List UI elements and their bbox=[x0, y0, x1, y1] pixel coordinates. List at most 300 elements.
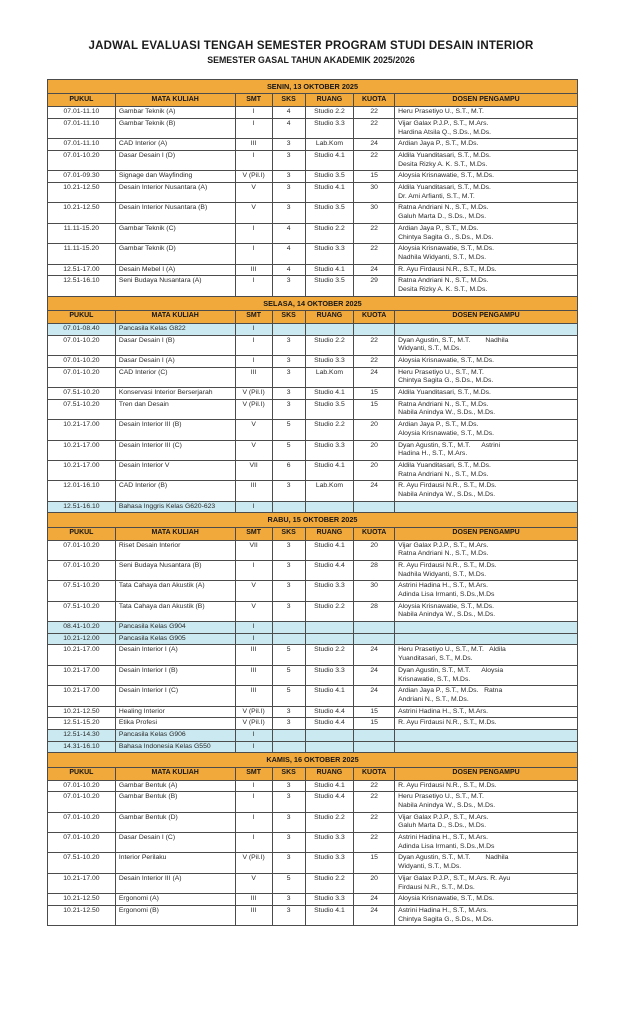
sks-cell bbox=[272, 741, 305, 753]
dosen-line: R. Ayu Firdausi N.R., S.T., M.Ds. bbox=[398, 781, 497, 789]
smt-cell: I bbox=[235, 323, 272, 335]
smt-cell: III bbox=[235, 139, 272, 151]
mata-kuliah-cell: Pancasila Kelas G822 bbox=[115, 323, 235, 335]
dosen-line: Ratna Andriani N., S.T., M.Ds. bbox=[398, 400, 489, 408]
sks-cell: 3 bbox=[272, 183, 305, 203]
day-header-label: SELASA, 14 OKTOBER 2025 bbox=[48, 296, 578, 310]
kuota-cell: 24 bbox=[354, 905, 395, 925]
pukul-cell: 10.21-12.50 bbox=[48, 894, 116, 906]
dosen-line: Ratna Andriani N., S.T., M.Ds. bbox=[398, 470, 489, 478]
mata-kuliah-cell: Desain Interior I (B) bbox=[115, 665, 235, 685]
kuota-cell bbox=[354, 501, 395, 513]
dosen-line: Firdausi N.R., S.T., M.Ds. bbox=[398, 883, 475, 891]
column-header: PUKUL bbox=[48, 94, 116, 107]
sks-cell: 3 bbox=[272, 792, 305, 812]
ruang-cell: Studio 4.1 bbox=[305, 264, 354, 276]
dosen-line: Adinda Lisa Irmanti, S.Ds.,M.Ds bbox=[398, 591, 495, 599]
sks-cell: 3 bbox=[272, 780, 305, 792]
pukul-cell: 12.51-16.10 bbox=[48, 501, 116, 513]
schedule-row bbox=[48, 501, 578, 513]
dosen-line: Aldila Yuanditasari, S.T., M.Ds. bbox=[398, 184, 491, 192]
schedule-row bbox=[48, 244, 578, 264]
smt-cell: I bbox=[235, 107, 272, 119]
dosen-cell bbox=[395, 323, 578, 335]
dosen-cell bbox=[395, 151, 578, 171]
kuota-cell: 15 bbox=[354, 399, 395, 419]
pukul-cell: 10.21-12.50 bbox=[48, 183, 116, 203]
pukul-cell: 07.01-10.20 bbox=[48, 335, 116, 355]
dosen-line: Widyanti, S.T., M.Ds. bbox=[398, 863, 462, 871]
ruang-cell: Studio 2.2 bbox=[305, 645, 354, 665]
day-header-row-2 bbox=[48, 513, 578, 527]
mata-kuliah-cell: Dasar Desain I (A) bbox=[115, 356, 235, 368]
kuota-cell: 15 bbox=[354, 171, 395, 183]
sks-cell: 3 bbox=[272, 276, 305, 296]
sks-cell: 3 bbox=[272, 356, 305, 368]
mata-kuliah-cell: Pancasila Kelas G904 bbox=[115, 622, 235, 634]
schedule-row bbox=[48, 706, 578, 718]
schedule-row bbox=[48, 151, 578, 171]
ruang-cell: Studio 4.1 bbox=[305, 151, 354, 171]
dosen-line: Andriani N., S.T., M.Ds. bbox=[398, 695, 469, 703]
pukul-cell: 12.51-15.20 bbox=[48, 718, 116, 730]
dosen-cell bbox=[395, 560, 578, 580]
dosen-line: Nabila Anindya W., S.Ds., M.Ds. bbox=[398, 409, 496, 417]
ruang-cell: Studio 2.2 bbox=[305, 107, 354, 119]
kuota-cell: 24 bbox=[354, 686, 395, 706]
dosen-line: Ardian Jaya P., S.T., M.Ds. bbox=[398, 140, 479, 148]
schedule-row bbox=[48, 323, 578, 335]
smt-cell: V (Pil.I) bbox=[235, 171, 272, 183]
mata-kuliah-cell: Dasar Desain I (C) bbox=[115, 833, 235, 853]
day-header-row-0 bbox=[48, 80, 578, 94]
schedule-row bbox=[48, 560, 578, 580]
smt-cell: V bbox=[235, 601, 272, 621]
pukul-cell: 07.01-10.20 bbox=[48, 540, 116, 560]
dosen-line: Nadhila Widyanti, S.T., M.Ds. bbox=[398, 570, 487, 578]
smt-cell: VII bbox=[235, 460, 272, 480]
pukul-cell: 10.21-17.00 bbox=[48, 665, 116, 685]
sks-cell: 3 bbox=[272, 388, 305, 400]
dosen-line: Ratna Andriani N., S.T., M.Ds. bbox=[398, 550, 489, 558]
pukul-cell: 10.21-12.00 bbox=[48, 633, 116, 645]
schedule-row bbox=[48, 718, 578, 730]
sks-cell: 5 bbox=[272, 440, 305, 460]
schedule-row bbox=[48, 203, 578, 223]
dosen-line: Aloysia Krisnawatie, S.T., M.Ds. bbox=[398, 357, 495, 364]
dosen-line: Chintya Sagita G., S.Ds., M.Ds. bbox=[398, 233, 494, 241]
smt-cell: I bbox=[235, 223, 272, 243]
dosen-line: Heru Prasetiyo U., S.T., M.T. bbox=[398, 793, 484, 801]
dosen-line: Heru Prasetiyo U., S.T., M.T. Aldila bbox=[398, 646, 506, 654]
dosen-line: Dr. Ami Arfianti, S.T., M.T. bbox=[398, 192, 475, 200]
smt-cell: V bbox=[235, 440, 272, 460]
sks-cell: 3 bbox=[272, 718, 305, 730]
dosen-line: Vijar Galax P.J.P., S.T., M.Ars. bbox=[398, 813, 489, 821]
dosen-line: Aloysia Krisnawatie, S.T., M.Ds. bbox=[398, 429, 495, 437]
sks-cell: 3 bbox=[272, 151, 305, 171]
pukul-cell: 12.01-16.10 bbox=[48, 481, 116, 501]
ruang-cell: Studio 4.4 bbox=[305, 706, 354, 718]
sks-cell: 3 bbox=[272, 540, 305, 560]
kuota-cell: 30 bbox=[354, 203, 395, 223]
schedule-row bbox=[48, 335, 578, 355]
mata-kuliah-cell: Desain Interior I (A) bbox=[115, 645, 235, 665]
ruang-cell: Studio 4.1 bbox=[305, 460, 354, 480]
dosen-cell bbox=[395, 356, 578, 368]
kuota-cell: 24 bbox=[354, 139, 395, 151]
dosen-cell bbox=[395, 107, 578, 119]
dosen-line: Widyanti, S.T., M.Ds. bbox=[398, 345, 462, 353]
dosen-line: Vijar Galax P.J.P., S.T., M.Ars. R. Ayu bbox=[398, 874, 511, 882]
dosen-line: Aldila Yuanditasari, S.T., M.Ds. bbox=[398, 461, 491, 469]
kuota-cell bbox=[354, 633, 395, 645]
pukul-cell: 07.51-10.20 bbox=[48, 399, 116, 419]
smt-cell: III bbox=[235, 894, 272, 906]
dosen-line: R. Ayu Firdausi N.R., S.T., M.Ds. bbox=[398, 482, 497, 490]
pukul-cell: 07.51-10.20 bbox=[48, 388, 116, 400]
column-header: DOSEN PENGAMPU bbox=[395, 310, 578, 323]
kuota-cell: 20 bbox=[354, 420, 395, 440]
schedule-row bbox=[48, 139, 578, 151]
schedule-row bbox=[48, 399, 578, 419]
ruang-cell: Studio 3.3 bbox=[305, 440, 354, 460]
dosen-cell bbox=[395, 706, 578, 718]
smt-cell: III bbox=[235, 645, 272, 665]
dosen-line: Vijar Galax P.J.P., S.T., M.Ars. bbox=[398, 119, 489, 127]
column-header: PUKUL bbox=[48, 310, 116, 323]
dosen-cell bbox=[395, 183, 578, 203]
sks-cell: 5 bbox=[272, 645, 305, 665]
mata-kuliah-cell: Gambar Teknik (A) bbox=[115, 107, 235, 119]
dosen-cell bbox=[395, 812, 578, 832]
sks-cell: 3 bbox=[272, 335, 305, 355]
mata-kuliah-cell: Tata Cahaya dan Akustik (B) bbox=[115, 601, 235, 621]
ruang-cell: Studio 2.2 bbox=[305, 601, 354, 621]
column-header: KUOTA bbox=[354, 310, 395, 323]
schedule-row bbox=[48, 276, 578, 296]
kuota-cell: 24 bbox=[354, 264, 395, 276]
sks-cell bbox=[272, 622, 305, 634]
column-header: SMT bbox=[235, 527, 272, 540]
mata-kuliah-cell: Gambar Teknik (D) bbox=[115, 244, 235, 264]
kuota-cell: 15 bbox=[354, 706, 395, 718]
pukul-cell: 07.01-10.20 bbox=[48, 356, 116, 368]
smt-cell: I bbox=[235, 792, 272, 812]
dosen-line: Ratna Andriani N., S.T., M.Ds. bbox=[398, 204, 489, 212]
kuota-cell: 20 bbox=[354, 873, 395, 893]
pukul-cell: 07.01-10.20 bbox=[48, 780, 116, 792]
schedule-row bbox=[48, 633, 578, 645]
dosen-cell bbox=[395, 873, 578, 893]
sks-cell: 3 bbox=[272, 812, 305, 832]
pukul-cell: 11.11-15.20 bbox=[48, 223, 116, 243]
smt-cell: I bbox=[235, 356, 272, 368]
ruang-cell: Studio 3.3 bbox=[305, 118, 354, 138]
mata-kuliah-cell: Desain Interior Nusantara (A) bbox=[115, 183, 235, 203]
dosen-line: Galuh Marta D., S.Ds., M.Ds. bbox=[398, 822, 487, 830]
ruang-cell bbox=[305, 323, 354, 335]
dosen-cell bbox=[395, 264, 578, 276]
column-header: KUOTA bbox=[354, 767, 395, 780]
mata-kuliah-cell: Gambar Teknik (B) bbox=[115, 118, 235, 138]
kuota-cell: 22 bbox=[354, 833, 395, 853]
column-header: DOSEN PENGAMPU bbox=[395, 94, 578, 107]
mata-kuliah-cell: Desain Interior Nusantara (B) bbox=[115, 203, 235, 223]
mata-kuliah-cell: CAD Interior (C) bbox=[115, 367, 235, 387]
ruang-cell: Studio 3.5 bbox=[305, 203, 354, 223]
ruang-cell: Studio 3.5 bbox=[305, 399, 354, 419]
ruang-cell: Studio 4.1 bbox=[305, 540, 354, 560]
dosen-cell bbox=[395, 367, 578, 387]
ruang-cell: Studio 4.4 bbox=[305, 560, 354, 580]
column-header: PUKUL bbox=[48, 767, 116, 780]
dosen-cell bbox=[395, 792, 578, 812]
mata-kuliah-cell: Ergonomi (B) bbox=[115, 905, 235, 925]
pukul-cell: 07.01-09.30 bbox=[48, 171, 116, 183]
smt-cell: V (Pil.I) bbox=[235, 853, 272, 873]
kuota-cell: 22 bbox=[354, 151, 395, 171]
ruang-cell: Lab.Kom bbox=[305, 139, 354, 151]
pukul-cell: 10.21-17.00 bbox=[48, 645, 116, 665]
mata-kuliah-cell: Pancasila Kelas G906 bbox=[115, 729, 235, 741]
mata-kuliah-cell: Seni Budaya Nusantara (A) bbox=[115, 276, 235, 296]
schedule-row bbox=[48, 223, 578, 243]
dosen-line: Aloysia Krisnawatie, S.T., M.Ds. bbox=[398, 245, 495, 253]
ruang-cell: Studio 4.4 bbox=[305, 792, 354, 812]
dosen-cell bbox=[395, 388, 578, 400]
kuota-cell: 29 bbox=[354, 276, 395, 296]
pukul-cell: 07.51-10.20 bbox=[48, 601, 116, 621]
dosen-cell bbox=[395, 853, 578, 873]
kuota-cell: 15 bbox=[354, 718, 395, 730]
mata-kuliah-cell: Desain Interior I (C) bbox=[115, 686, 235, 706]
dosen-cell bbox=[395, 665, 578, 685]
smt-cell: V bbox=[235, 203, 272, 223]
schedule-row bbox=[48, 812, 578, 832]
kuota-cell: 28 bbox=[354, 601, 395, 621]
sks-cell: 3 bbox=[272, 833, 305, 853]
sks-cell: 3 bbox=[272, 171, 305, 183]
smt-cell: I bbox=[235, 780, 272, 792]
smt-cell: V (Pil.I) bbox=[235, 718, 272, 730]
smt-cell: I bbox=[235, 118, 272, 138]
ruang-cell: Studio 4.1 bbox=[305, 905, 354, 925]
kuota-cell: 22 bbox=[354, 244, 395, 264]
sks-cell: 3 bbox=[272, 601, 305, 621]
mata-kuliah-cell: Desain Mebel I (A) bbox=[115, 264, 235, 276]
dosen-line: R. Ayu Firdausi N.R., S.T., M.Ds. bbox=[398, 265, 497, 273]
column-header: SKS bbox=[272, 310, 305, 323]
column-header-row-2 bbox=[48, 527, 578, 540]
ruang-cell: Studio 4.1 bbox=[305, 183, 354, 203]
mata-kuliah-cell: Seni Budaya Nusantara (B) bbox=[115, 560, 235, 580]
schedule-row bbox=[48, 853, 578, 873]
dosen-line: Dyan Agustin, S.T., M.T. Nadhila bbox=[398, 336, 509, 344]
ruang-cell: Studio 3.3 bbox=[305, 356, 354, 368]
schedule-row bbox=[48, 171, 578, 183]
sks-cell: 3 bbox=[272, 894, 305, 906]
day-header-row-3 bbox=[48, 753, 578, 767]
mata-kuliah-cell: Interior Perilaku bbox=[115, 853, 235, 873]
dosen-cell bbox=[395, 622, 578, 634]
column-header: SMT bbox=[235, 94, 272, 107]
pukul-cell: 07.01-11.10 bbox=[48, 107, 116, 119]
dosen-cell bbox=[395, 118, 578, 138]
mata-kuliah-cell: Bahasa Inggris Kelas G620-623 bbox=[115, 501, 235, 513]
dosen-line: Aldila Yuanditasari, S.T., M.Ds. bbox=[398, 152, 491, 160]
sks-cell: 5 bbox=[272, 420, 305, 440]
mata-kuliah-cell: Tren dan Desain bbox=[115, 399, 235, 419]
mata-kuliah-cell: Gambar Bentuk (B) bbox=[115, 792, 235, 812]
pukul-cell: 07.01-11.10 bbox=[48, 118, 116, 138]
smt-cell: I bbox=[235, 812, 272, 832]
ruang-cell bbox=[305, 741, 354, 753]
sks-cell: 3 bbox=[272, 399, 305, 419]
pukul-cell: 10.21-17.00 bbox=[48, 686, 116, 706]
mata-kuliah-cell: Konservasi Interior Berserjarah bbox=[115, 388, 235, 400]
column-header: MATA KULIAH bbox=[115, 527, 235, 540]
mata-kuliah-cell: Etika Profesi bbox=[115, 718, 235, 730]
ruang-cell: Studio 2.2 bbox=[305, 420, 354, 440]
ruang-cell: Studio 3.3 bbox=[305, 581, 354, 601]
kuota-cell: 30 bbox=[354, 581, 395, 601]
smt-cell: I bbox=[235, 633, 272, 645]
schedule-row bbox=[48, 481, 578, 501]
dosen-line: Astrini Hadina H., S.T., M.Ars. bbox=[398, 906, 488, 914]
column-header-row-0 bbox=[48, 94, 578, 107]
dosen-line: Ardian Jaya P., S.T., M.Ds. Ratna bbox=[398, 687, 503, 695]
ruang-cell: Studio 2.2 bbox=[305, 873, 354, 893]
smt-cell: I bbox=[235, 335, 272, 355]
ruang-cell: Studio 3.3 bbox=[305, 853, 354, 873]
dosen-line: Hadina H., S.T., M.Ars. bbox=[398, 450, 468, 458]
column-header: SMT bbox=[235, 767, 272, 780]
dosen-line: Ratna Andriani N., S.T., M.Ds. bbox=[398, 277, 489, 285]
schedule-row bbox=[48, 686, 578, 706]
pukul-cell: 10.21-12.50 bbox=[48, 203, 116, 223]
dosen-line: Nabila Anindya W., S.Ds., M.Ds. bbox=[398, 490, 496, 498]
dosen-cell bbox=[395, 460, 578, 480]
dosen-line: R. Ayu Firdausi N.R., S.T., M.Ds. bbox=[398, 561, 497, 569]
schedule-row bbox=[48, 440, 578, 460]
kuota-cell bbox=[354, 741, 395, 753]
dosen-line: Desita Rizky A. K. S.T., M.Ds. bbox=[398, 160, 488, 168]
dosen-cell bbox=[395, 581, 578, 601]
smt-cell: I bbox=[235, 560, 272, 580]
schedule-row bbox=[48, 665, 578, 685]
ruang-cell: Studio 3.3 bbox=[305, 665, 354, 685]
dosen-cell bbox=[395, 335, 578, 355]
kuota-cell bbox=[354, 323, 395, 335]
mata-kuliah-cell: Gambar Bentuk (D) bbox=[115, 812, 235, 832]
kuota-cell: 22 bbox=[354, 107, 395, 119]
dosen-line: Astrini Hadina H., S.T., M.Ars. bbox=[398, 834, 488, 842]
dosen-line: Aloysia Krisnawatie, S.T., M.Ds. bbox=[398, 172, 495, 180]
pukul-cell: 07.01-08.40 bbox=[48, 323, 116, 335]
smt-cell: I bbox=[235, 501, 272, 513]
ruang-cell: Studio 2.2 bbox=[305, 335, 354, 355]
smt-cell: V (Pil.I) bbox=[235, 399, 272, 419]
schedule-row bbox=[48, 873, 578, 893]
kuota-cell: 24 bbox=[354, 894, 395, 906]
ruang-cell: Studio 4.4 bbox=[305, 718, 354, 730]
smt-cell: I bbox=[235, 622, 272, 634]
dosen-line: Yuanditasari, S.T., M.Ds. bbox=[398, 655, 473, 663]
mata-kuliah-cell: Desain Interior III (A) bbox=[115, 873, 235, 893]
dosen-line: Dyan Agustin, S.T., M.T. Astrini bbox=[398, 441, 501, 449]
kuota-cell: 22 bbox=[354, 812, 395, 832]
dosen-line: Aloysia Krisnawatie, S.T., M.Ds. bbox=[398, 602, 495, 610]
column-header: KUOTA bbox=[354, 94, 395, 107]
smt-cell: III bbox=[235, 686, 272, 706]
dosen-line: Desita Rizky A. K. S.T., M.Ds. bbox=[398, 285, 488, 293]
dosen-cell bbox=[395, 540, 578, 560]
mata-kuliah-cell: Dasar Desain I (D) bbox=[115, 151, 235, 171]
mata-kuliah-cell: Desain Interior III (B) bbox=[115, 420, 235, 440]
dosen-cell bbox=[395, 686, 578, 706]
kuota-cell: 22 bbox=[354, 118, 395, 138]
kuota-cell: 30 bbox=[354, 183, 395, 203]
schedule-body bbox=[48, 80, 578, 926]
schedule-row bbox=[48, 107, 578, 119]
pukul-cell: 07.01-10.20 bbox=[48, 560, 116, 580]
schedule-row bbox=[48, 264, 578, 276]
kuota-cell: 15 bbox=[354, 388, 395, 400]
pukul-cell: 07.01-10.20 bbox=[48, 812, 116, 832]
dosen-line: Ardian Jaya P., S.T., M.Ds. bbox=[398, 224, 479, 232]
column-header: RUANG bbox=[305, 94, 354, 107]
pukul-cell: 10.21-17.00 bbox=[48, 460, 116, 480]
schedule-row bbox=[48, 601, 578, 621]
ruang-cell: Studio 2.2 bbox=[305, 812, 354, 832]
kuota-cell: 24 bbox=[354, 665, 395, 685]
mata-kuliah-cell: Tata Cahaya dan Akustik (A) bbox=[115, 581, 235, 601]
dosen-cell bbox=[395, 633, 578, 645]
pukul-cell: 07.01-10.20 bbox=[48, 367, 116, 387]
pukul-cell: 07.01-10.20 bbox=[48, 833, 116, 853]
column-header: SKS bbox=[272, 767, 305, 780]
schedule-row bbox=[48, 905, 578, 925]
mata-kuliah-cell: Dasar Desain I (B) bbox=[115, 335, 235, 355]
kuota-cell bbox=[354, 622, 395, 634]
schedule-row bbox=[48, 183, 578, 203]
sks-cell: 3 bbox=[272, 706, 305, 718]
column-header: RUANG bbox=[305, 767, 354, 780]
ruang-cell: Studio 3.5 bbox=[305, 276, 354, 296]
dosen-cell bbox=[395, 894, 578, 906]
ruang-cell: Lab.Kom bbox=[305, 481, 354, 501]
pukul-cell: 07.01-10.20 bbox=[48, 792, 116, 812]
dosen-line: Nabila Anindya W., S.Ds., M.Ds. bbox=[398, 611, 496, 619]
sks-cell: 3 bbox=[272, 853, 305, 873]
smt-cell: V bbox=[235, 873, 272, 893]
sks-cell: 4 bbox=[272, 107, 305, 119]
dosen-line: Nadhila Widyanti, S.T., M.Ds. bbox=[398, 253, 487, 261]
ruang-cell bbox=[305, 501, 354, 513]
pukul-cell: 11.11-15.20 bbox=[48, 244, 116, 264]
sks-cell: 4 bbox=[272, 223, 305, 243]
kuota-cell: 22 bbox=[354, 792, 395, 812]
mata-kuliah-cell: Desain Interior V bbox=[115, 460, 235, 480]
smt-cell: I bbox=[235, 741, 272, 753]
dosen-cell bbox=[395, 601, 578, 621]
sks-cell: 5 bbox=[272, 686, 305, 706]
dosen-cell bbox=[395, 203, 578, 223]
ruang-cell: Studio 3.3 bbox=[305, 833, 354, 853]
sks-cell bbox=[272, 633, 305, 645]
kuota-cell: 24 bbox=[354, 645, 395, 665]
